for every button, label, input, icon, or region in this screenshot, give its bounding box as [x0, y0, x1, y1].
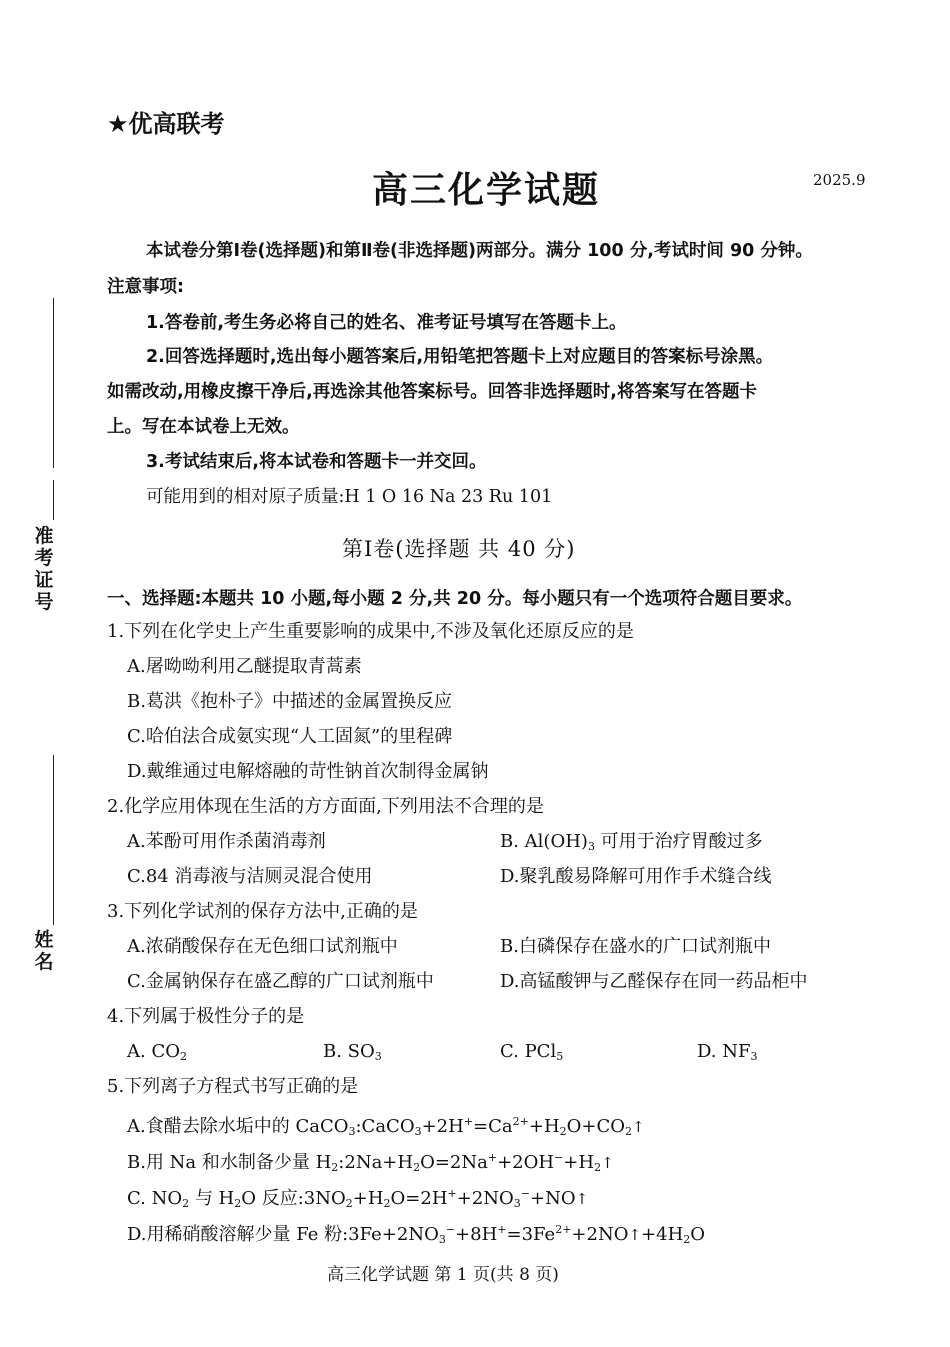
notice-item-2-cont: 如需改动,用橡皮擦干净后,再选涂其他答案标号。回答非选择题时,将答案写在答题卡	[107, 382, 757, 402]
page-title: 高三化学试题	[372, 170, 601, 211]
question-1-option-a: A.屠呦呦利用乙醚提取青蒿素	[127, 656, 362, 677]
question-5-option-a: A.食醋去除水垢中的 $CaCO_3:CaCO_3+2H^+=Ca^{2+}+H_2O+CO_2↑$	[127, 1115, 645, 1138]
question-3-stem: 3.下列化学试剂的保存方法中,正确的是	[107, 901, 418, 922]
part-title: 一、选择题:本题共 10 小题,每小题 2 分,共 20 分。每小题只有一个选项符合题目要求。	[107, 589, 803, 609]
question-3-option-a: A.浓硝酸保存在无色细口试剂瓶中	[127, 936, 398, 957]
question-5-option-d: D.用稀硝酸溶解少量 Fe 粉$:3Fe+2NO_3^-+8H^+=3Fe^{2+}+2NO↑+4H_2O$	[127, 1223, 706, 1246]
question-4-stem: 4.下列属于极性分子的是	[107, 1006, 305, 1027]
intro-line: 本试卷分第Ⅰ卷(选择题)和第Ⅱ卷(非选择题)两部分。满分 100 分,考试时间 90 分钟。	[146, 241, 813, 261]
question-5-option-c: C. $NO_2$ 与 $H_2O$ 反应$:3NO_2+H_2O=2H^++2NO_3^-+NO↑$	[127, 1187, 589, 1210]
notice-item-2-cont: 上。写在本试卷上无效。	[107, 417, 300, 437]
brand-label: ★优高联考	[107, 110, 225, 138]
question-4-option-b: B. $SO_3$	[323, 1041, 382, 1063]
notice-label: 注意事项:	[107, 277, 184, 297]
question-3-option-c: C.金属钠保存在盛乙醇的广口试剂瓶中	[127, 971, 434, 992]
margin-line	[53, 298, 54, 468]
question-2-option-a: A.苯酚可用作杀菌消毒剂	[127, 831, 326, 852]
question-2-option-b: B. $Al(OH)_3$ 可用于治疗胃酸过多	[500, 831, 763, 853]
question-3-option-b: B.白磷保存在盛水的广口试剂瓶中	[500, 936, 771, 957]
notice-item-3: 3.考试结束后,将本试卷和答题卡一并交回。	[146, 452, 487, 472]
admit-number-label: 准考证号	[34, 525, 54, 613]
question-2-option-d: D.聚乳酸易降解可用作手术缝合线	[500, 866, 772, 887]
question-4-option-c: C. PCl$_5$	[500, 1041, 564, 1063]
admit-number-field-line	[53, 480, 54, 520]
question-1-stem: 1.下列在化学史上产生重要影响的成果中,不涉及氧化还原反应的是	[107, 621, 634, 642]
question-5-stem: 5.下列离子方程式书写正确的是	[107, 1076, 359, 1097]
question-1-option-c: C.哈伯法合成氨实现“人工固氮”的里程碑	[127, 726, 453, 747]
question-3-option-d: D.高锰酸钾与乙醛保存在同一药品柜中	[500, 971, 808, 992]
question-2-option-c: C.84 消毒液与洁厕灵混合使用	[127, 866, 373, 887]
name-field-line	[53, 895, 54, 925]
question-4-option-d: D. $NF_3$	[697, 1041, 758, 1063]
name-label: 姓名	[34, 929, 54, 973]
question-1-option-d: D.戴维通过电解熔融的苛性钠首次制得金属钠	[127, 761, 489, 782]
question-5-option-b: B.用 Na 和水制备少量 $H_2:2Na+H_2O=2Na^++2OH^-+H_2↑$	[127, 1151, 614, 1174]
section-title: 第Ⅰ卷(选择题 共 40 分)	[342, 537, 576, 561]
question-4-option-a: A. $CO_2$	[127, 1041, 187, 1063]
exam-date: 2025.9	[813, 171, 866, 189]
question-2-stem: 2.化学应用体现在生活的方方面面,下列用法不合理的是	[107, 796, 544, 817]
notice-item-2: 2.回答选择题时,选出每小题答案后,用铅笔把答题卡上对应题目的答案标号涂黑。	[146, 347, 774, 367]
question-1-option-b: B.葛洪《抱朴子》中描述的金属置换反应	[127, 691, 452, 712]
page-footer: 高三化学试题 第 1 页(共 8 页)	[327, 1265, 559, 1285]
atomic-mass-line: 可能用到的相对原子质量:H 1 O 16 Na 23 Ru 101	[146, 487, 553, 507]
notice-item-1: 1.答卷前,考生务必将自己的姓名、准考证号填写在答题卡上。	[146, 313, 627, 333]
